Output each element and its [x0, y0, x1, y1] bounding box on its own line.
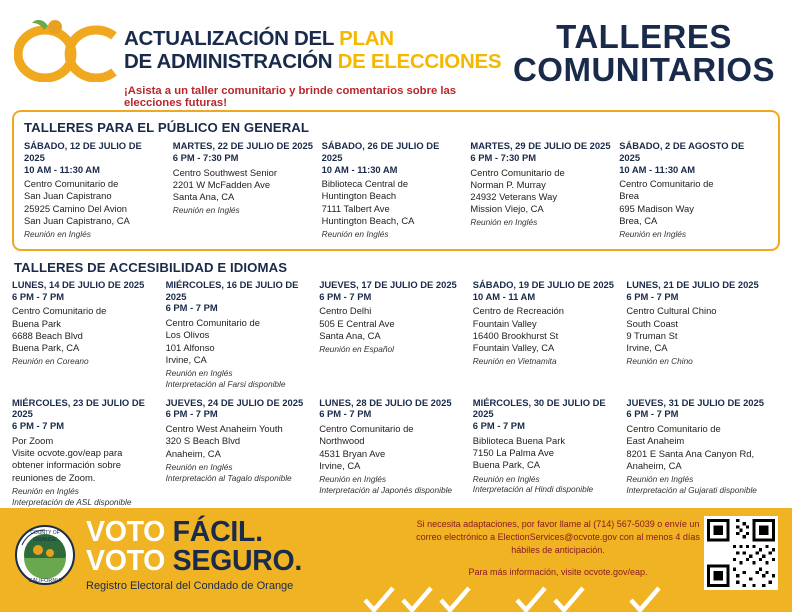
event-time: 6 PM - 7 PM	[12, 420, 65, 432]
event-card	[626, 397, 780, 508]
header-titles	[122, 10, 510, 109]
svg-text:ORANGE: ORANGE	[33, 537, 57, 543]
event-location-line: 6688 Beach Blvd	[12, 329, 83, 341]
event-location-line: Mission Viejo, CA	[470, 203, 544, 215]
event-location-line: Irvine, CA	[626, 342, 668, 354]
event-date: LUNES, 28 DE JULIO DE 2025	[319, 396, 452, 408]
event-note: Interpretación al Farsi disponible	[165, 378, 286, 389]
qr-code-icon[interactable]	[704, 516, 778, 590]
county-seal	[14, 518, 80, 591]
event-location-line: 7111 Talbert Ave	[321, 202, 390, 214]
event-location-line: 101 Alfonso	[165, 341, 215, 353]
event-location-line: Buena Park	[12, 317, 61, 329]
event-card	[166, 397, 320, 508]
event-location-line: Anaheim, CA	[165, 447, 221, 459]
event-card	[12, 397, 166, 508]
event-card	[173, 140, 322, 240]
header-title-line1: ACTUALIZACIÓN DEL PLAN	[124, 27, 394, 50]
event-time: 10 AM - 11:30 AM	[619, 163, 696, 175]
event-date: MARTES, 22 DE JULIO DE 2025	[172, 140, 313, 151]
event-date: JUEVES, 17 DE JULIO DE 2025	[319, 278, 457, 290]
event-note: Reunión en Coreano	[12, 356, 89, 367]
accessibility-section-title: TALLERES DE ACCESIBILIDAD E IDIOMAS	[14, 259, 288, 275]
event-location-line: South Coast	[626, 317, 678, 329]
event-note: Interpretación al Tagalo disponible	[165, 472, 292, 483]
checkmark-decoration	[362, 578, 692, 612]
event-location-line: Centro Comunitario de	[319, 423, 414, 435]
event-date: LUNES, 14 DE JULIO DE 2025	[12, 278, 145, 290]
header-subtitle: ¡Asista a un taller comunitario y brinde comentarios sobre las elecciones futuras!	[124, 84, 457, 109]
event-time: 6 PM - 7 PM	[165, 408, 218, 420]
event-location-line: 7150 La Palma Ave	[472, 447, 554, 459]
header-big-title	[510, 10, 778, 86]
general-public-section	[12, 110, 780, 251]
event-location-line: 505 E Central Ave	[319, 317, 395, 329]
event-location-line: 16400 Brookhurst St	[472, 329, 559, 341]
event-location-line: East Anaheim	[626, 435, 685, 447]
event-date: SÁBADO, 2 DE AGOSTO DE 2025	[619, 140, 745, 163]
event-time: 6 PM - 7 PM	[319, 290, 372, 302]
event-location-line: Centro de Recreación	[472, 305, 564, 317]
event-location-line: 2201 W McFadden Ave	[172, 178, 271, 190]
event-date: JUEVES, 24 DE JULIO DE 2025	[165, 396, 304, 408]
accommodation-text: Si necesita adaptaciones, por favor llame al (714) 567-5039 o envíe un correo electrónico a ElectionServices@ocvote.gov con al menos 4 días hábiles de anticipación.	[416, 519, 700, 556]
event-note: Reunión en Vietnamita	[472, 356, 557, 367]
event-location-line: 320 S Beach Blvd	[165, 435, 241, 447]
event-note: Interpretación al Japonés disponible	[319, 484, 453, 495]
event-note: Reunión en Inglés	[470, 217, 538, 228]
event-card	[619, 140, 768, 240]
event-note: Reunión en Inglés	[165, 368, 233, 379]
event-note: Reunión en Inglés	[321, 229, 389, 240]
event-location-line: 25925 Camino Del Avion	[24, 202, 128, 214]
footer-brand	[0, 508, 404, 592]
event-note: Reunión en Chino	[626, 356, 693, 367]
event-location-line: Buena Park, CA	[12, 342, 80, 354]
event-note: Reunión en Español	[319, 344, 394, 355]
event-time: 10 AM - 11:30 AM	[24, 163, 100, 175]
event-card	[319, 279, 473, 390]
event-location-line: obtener información sobre	[12, 459, 121, 471]
event-location-line: Centro Comunitario de	[165, 317, 260, 329]
event-note: Reunión en Inglés	[319, 473, 387, 484]
big-title-line1: TALLERES	[556, 18, 732, 55]
event-location-line: Los Olivos	[165, 329, 210, 341]
event-location-line: Irvine, CA	[319, 459, 361, 471]
event-card	[322, 140, 471, 240]
event-note: Reunión en Inglés	[12, 485, 79, 496]
check-icon	[628, 586, 662, 612]
accessibility-events-row-2	[12, 397, 780, 508]
general-events-row	[24, 140, 768, 240]
event-date: MIÉRCOLES, 23 DE JULIO DE 2025	[12, 396, 145, 420]
oc-logo	[14, 10, 122, 82]
event-location-line: 24932 Veterans Way	[470, 190, 558, 202]
event-date: JUEVES, 31 DE JULIO DE 2025	[626, 396, 764, 408]
event-location-line: Centro Cultural Chino	[626, 305, 717, 317]
event-location-line: 8201 E Santa Ana Canyon Rd,	[626, 447, 755, 459]
event-card	[626, 279, 780, 390]
event-note: Reunión en Inglés	[172, 205, 240, 216]
registrar-name: Registro Electoral del Condado de Orange	[86, 580, 294, 593]
more-info-text: Para más información, visite ocvote.gov/eap.	[468, 567, 648, 578]
event-location-line: Centro Comunitario de	[24, 178, 119, 190]
big-title-line2: COMUNITARIOS	[512, 51, 776, 88]
event-card	[24, 140, 173, 240]
event-location-line: Centro Comunitario de	[12, 305, 107, 317]
event-location-line: Santa Ana, CA	[319, 329, 381, 341]
event-note: Reunión en Inglés	[24, 229, 91, 240]
event-location-line: Fountain Valley	[472, 317, 537, 329]
event-location-line: Centro Comunitario de	[626, 423, 721, 435]
event-date: MIÉRCOLES, 16 DE JULIO DE 2025	[165, 278, 299, 302]
event-date: SÁBADO, 12 DE JULIO DE 2025	[24, 140, 142, 163]
event-location-line: San Juan Capistrano, CA	[24, 214, 130, 226]
event-note: Reunión en Inglés	[472, 473, 540, 484]
event-location-line: Santa Ana, CA	[172, 190, 235, 202]
event-card	[473, 397, 627, 508]
accessibility-section	[12, 279, 780, 507]
event-location-line: Huntington Beach	[321, 190, 397, 202]
slogan-line1: VOTO FÁCIL.	[86, 516, 263, 548]
event-time: 6 PM - 7 PM	[319, 408, 372, 420]
event-date: SÁBADO, 19 DE JULIO DE 2025	[472, 278, 614, 290]
event-location-line: reuniones de Zoom.	[12, 471, 96, 483]
footer	[0, 508, 792, 612]
event-card	[319, 397, 473, 508]
general-section-title: TALLERES PARA EL PÚBLICO EN GENERAL	[24, 120, 310, 135]
event-time: 6 PM - 7 PM	[12, 290, 65, 302]
event-date: MIÉRCOLES, 30 DE JULIO DE 2025	[472, 396, 606, 420]
event-time: 6 PM - 7:30 PM	[172, 151, 239, 163]
event-location-line: Buena Park, CA	[472, 459, 541, 471]
event-location-line: Centro Comunitario de	[619, 178, 714, 190]
event-date: MARTES, 29 DE JULIO DE 2025	[470, 140, 611, 151]
check-icon	[514, 586, 548, 612]
event-location-line: Centro Southwest Senior	[172, 166, 278, 178]
event-location-line: Brea, CA	[619, 214, 658, 226]
event-location-line: 9 Truman St	[626, 329, 678, 341]
event-location-line: Visite ocvote.gov/eap para	[12, 447, 123, 459]
event-time: 6 PM - 7 PM	[472, 420, 525, 432]
check-icon	[438, 586, 472, 612]
event-note: Interpretación de ASL disponible	[12, 496, 132, 507]
event-location-line: Centro West Anaheim Youth	[165, 423, 283, 435]
event-time: 6 PM - 7 PM	[165, 302, 218, 314]
event-location-line: Centro Comunitario de	[470, 166, 565, 178]
event-date: SÁBADO, 26 DE JULIO DE 2025	[321, 140, 440, 163]
event-card	[473, 279, 627, 390]
event-location-line: Anaheim, CA	[626, 459, 682, 471]
header-title-line2: DE ADMINISTRACIÓN DE ELECCIONES	[124, 49, 502, 73]
header	[0, 0, 792, 108]
event-time: 6 PM - 7 PM	[626, 290, 679, 302]
event-time: 10 AM - 11:30 AM	[321, 163, 398, 175]
event-note: Reunión en Inglés	[619, 229, 687, 240]
event-location-line: Northwood	[319, 435, 365, 447]
event-card	[166, 279, 320, 390]
event-note: Reunión en Inglés	[165, 461, 233, 472]
event-location-line: Brea	[619, 190, 639, 202]
footer-info	[404, 508, 792, 579]
accessibility-events-row-1	[12, 279, 780, 390]
event-time: 6 PM - 7 PM	[626, 408, 679, 420]
event-location-line: Irvine, CA	[165, 353, 207, 365]
footer-slogan	[80, 518, 302, 592]
event-location-line: 695 Madison Way	[619, 202, 694, 214]
event-location-line: Biblioteca Buena Park	[472, 434, 566, 446]
check-icon	[552, 586, 586, 612]
event-location-line: Huntington Beach, CA	[321, 214, 415, 226]
check-icon	[400, 586, 434, 612]
event-location-line: Centro Delhi	[319, 305, 372, 317]
event-location-line: Norman P. Murray	[470, 178, 546, 190]
event-location-line: Fountain Valley, CA	[472, 342, 555, 354]
event-note: Interpretación al Gujarati disponible	[626, 484, 757, 495]
event-location-line: San Juan Capistrano	[24, 190, 112, 202]
event-card	[470, 140, 619, 240]
event-note: Reunión en Inglés	[626, 473, 694, 484]
event-time: 6 PM - 7:30 PM	[470, 151, 537, 163]
svg-text:COUNTY OF: COUNTY OF	[30, 530, 60, 536]
event-card	[12, 279, 166, 390]
event-note: Interpretación al Hindi disponible	[472, 484, 594, 495]
event-location-line: Biblioteca Central de	[321, 178, 409, 190]
event-date: LUNES, 21 DE JULIO DE 2025	[626, 278, 759, 290]
event-location-line: Por Zoom	[12, 434, 54, 446]
event-location-line: 4531 Bryan Ave	[319, 447, 386, 459]
slogan-line2: VOTO SEGURO.	[86, 545, 303, 578]
svg-text:CALIFORNIA: CALIFORNIA	[28, 578, 62, 584]
event-time: 10 AM - 11 AM	[472, 290, 536, 302]
